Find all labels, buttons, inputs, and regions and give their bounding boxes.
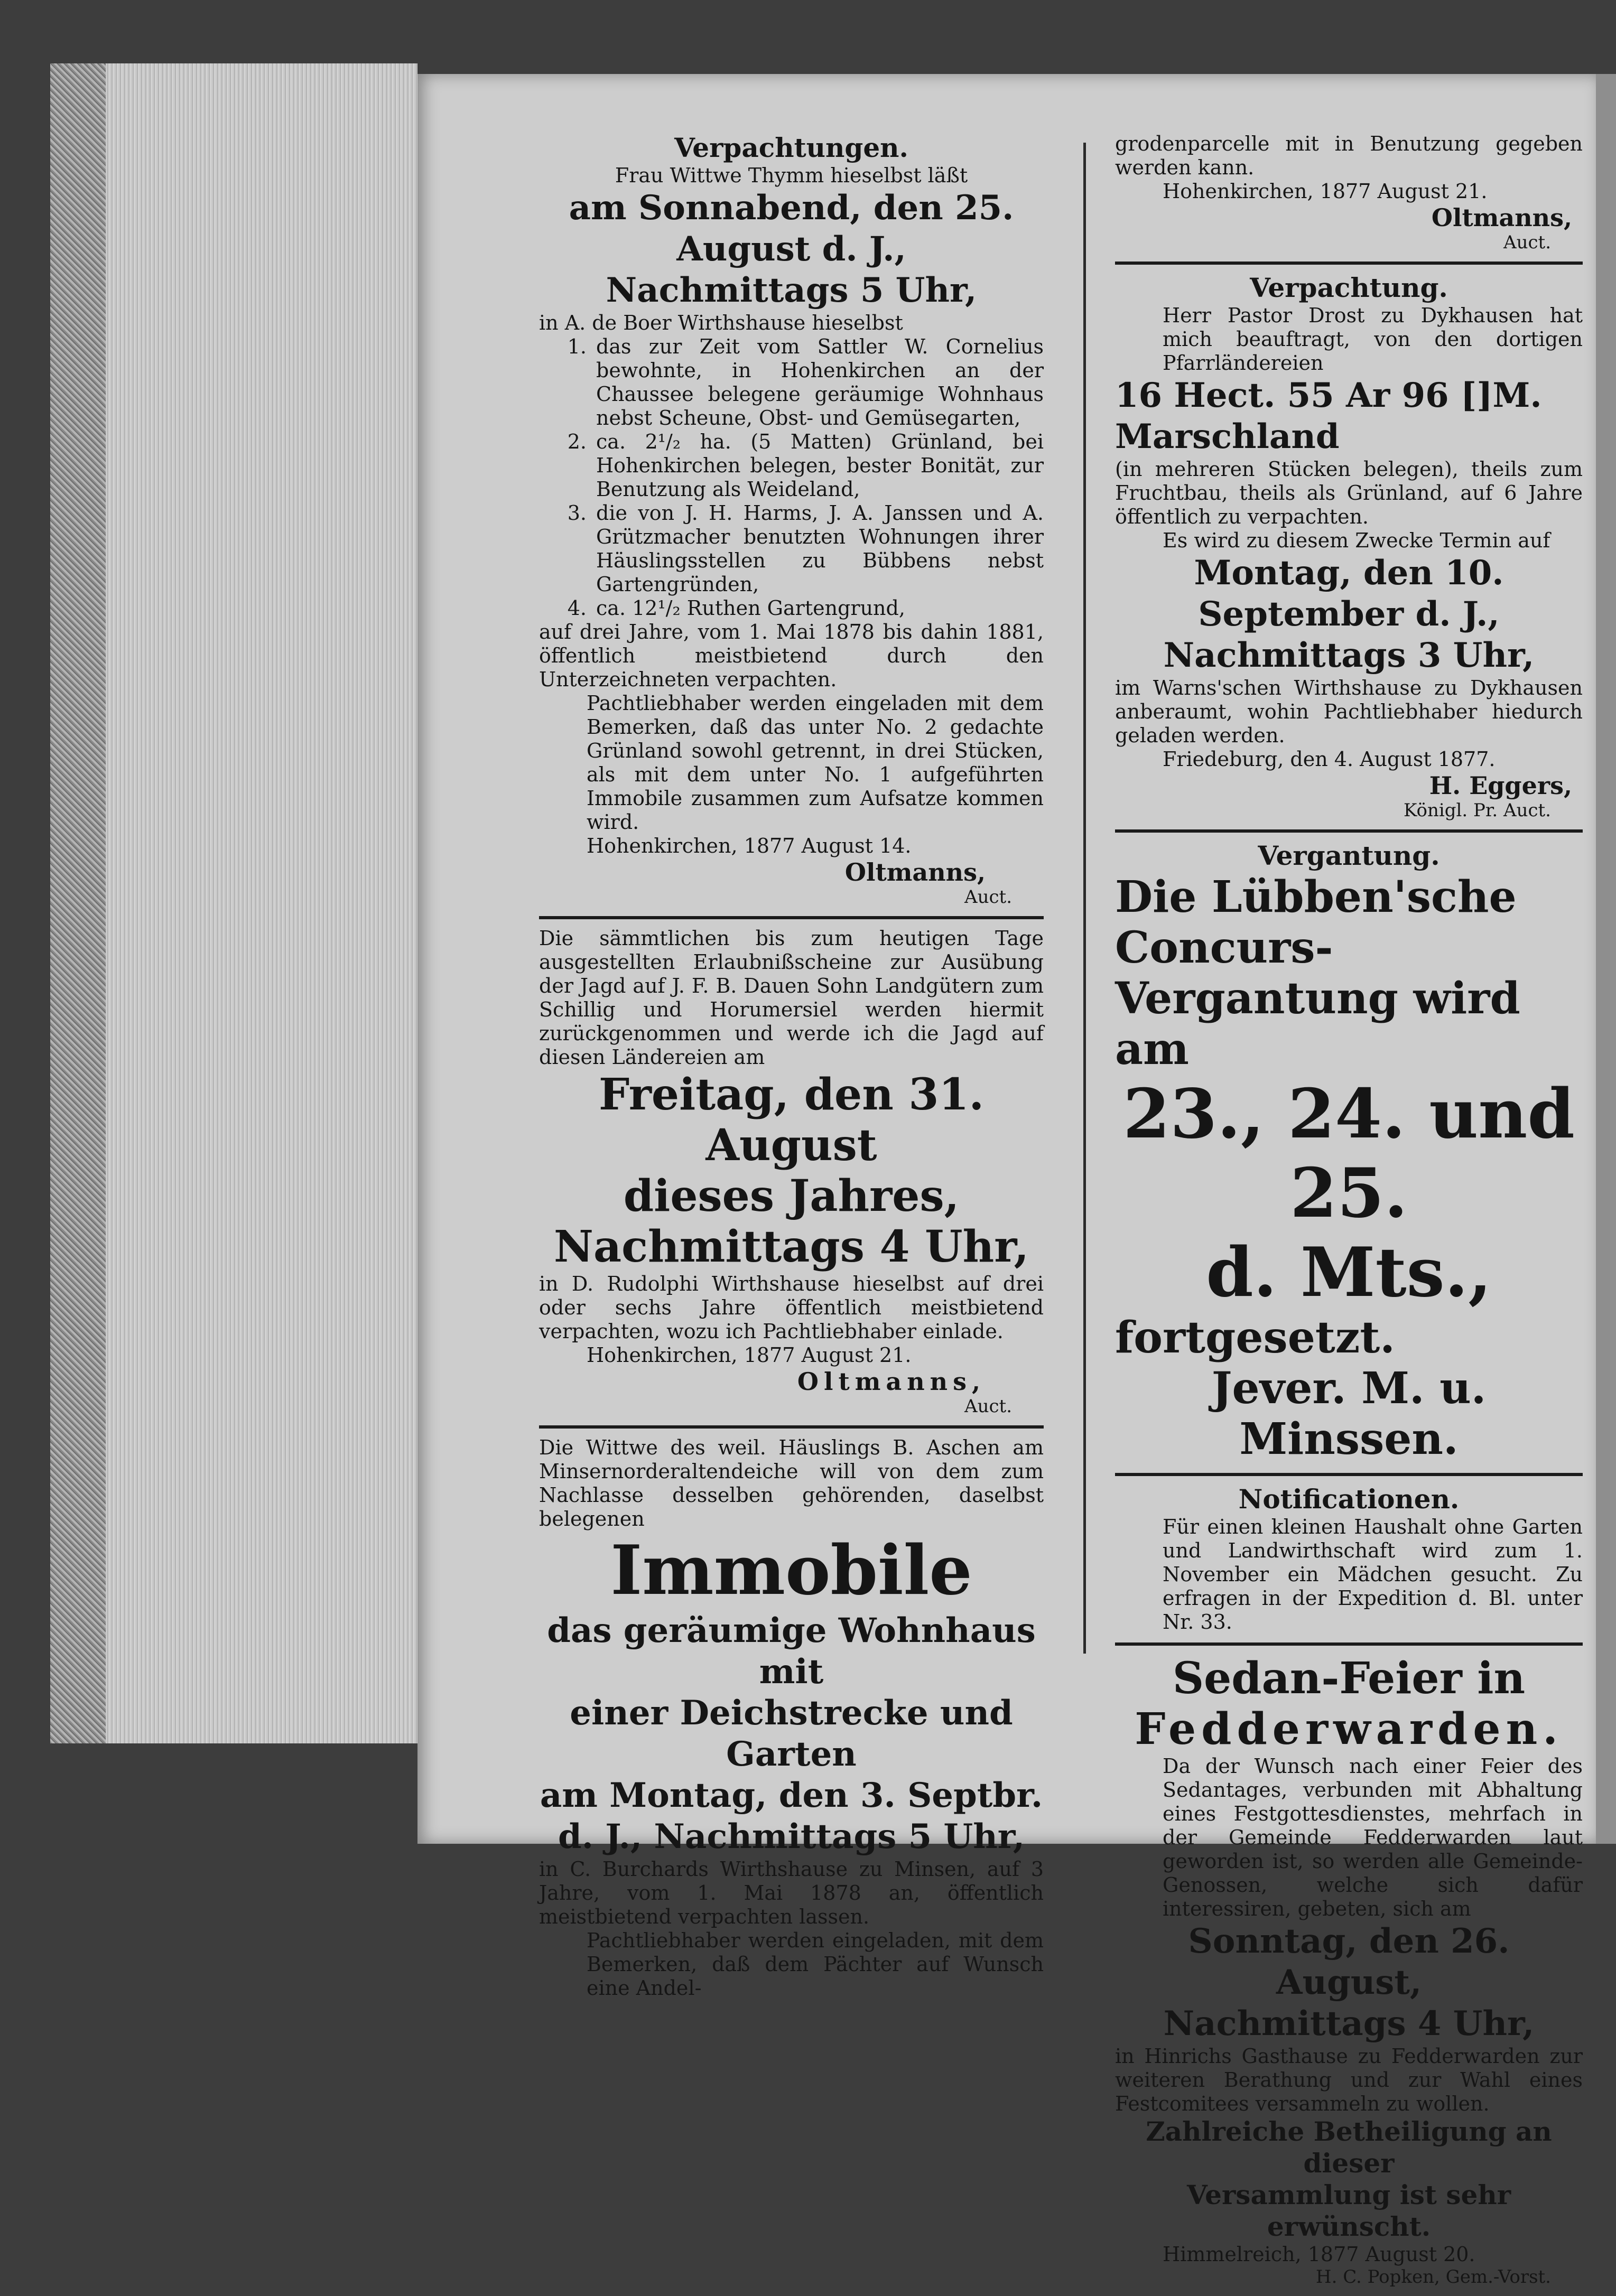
ad-separator [1115,262,1583,265]
ad-body: Die sämmtlichen bis zum heutigen Tage ausgestellten Erlaubnißscheine zur Ausübung der Jagd auf J. F. B. Dauen Sohn Landgütern zum Schillig und Horumersiel werden hiermit zurückgenommen und werde ich die Jagd auf diesen Ländereien am [539,927,1044,1069]
ad-line-6: Jever. M. u. Minssen. [1211,1363,1487,1464]
list-item-text: ca. 2¹/₂ ha. (5 Matten) Grünland, bei Hohenkirchen belegen, bester Bonität, zur Benutzung als Weideland, [596,430,1044,501]
ad-body-2: (in mehreren Stücken belegen), theils zum Fruchtbau, theils als Grünland, auf 6 Jahre öffentlich zu verpachten. [1115,458,1583,528]
ad-verpachtungen [539,132,1044,908]
ad-line-5: fortgesetzt. [1115,1312,1395,1363]
ad-place: in Hinrichs Gasthause zu Fedderwarden zur weiteren Berathung und zur Wahl eines Festcomitees versammeln zu wollen. [1115,2045,1583,2115]
ad-verpachtung [1115,272,1583,821]
ad-body: Herr Pastor Drost zu Dykhausen hat mich beauftragt, von den dortigen Pfarrländereien [1163,304,1583,375]
ad-signature: H. C. Popken, Gem.-Vorst. [1315,2266,1551,2288]
ad-year-line: dieses Jahres, [623,1171,960,1221]
ad-time-line: Nachmittags 5 Uhr, [606,270,977,310]
ad-continuation [1115,132,1583,253]
right-column [1115,132,1583,2296]
ad-intro: Die Wittwe des weil. Häuslings B. Aschen am Minsernorderaltendeiche will von dem zum Nachlasse desselben gehörenden, daselbst belegenen [539,1436,1044,1530]
ad-terms: auf drei Jahre, vom 1. Mai 1878 bis dahin 1881, öffentlich meistbietend durch den Unterzeichneten verpachten. [539,620,1044,691]
list-item-number: 3. [567,501,587,525]
ad-signature-title: Königl. Pr. Auct. [1404,800,1551,821]
ad-time-line: Nachmittags 4 Uhr, [1163,2004,1535,2043]
ad-big-word: Immobile [610,1531,972,1610]
ad-body: Für einen kleinen Haushalt ohne Garten und Landwirthschaft wird zum 1. November ein Mädchen gesucht. Zu erfragen in der Expedition d. Bl. unter Nr. 33. [1163,1515,1583,1634]
list-item [539,335,1044,430]
ad-sedan-feier [1115,1653,1583,2288]
newspaper-page [417,74,1596,2288]
ad-date-line: Freitag, den 31. August [598,1069,985,1171]
ad-signature-title: Auct. [1503,232,1551,253]
ad-place-date: Hohenkirchen, 1877 August 14. [587,834,912,857]
ad-terms: in D. Rudolphi Wirthshause hieselbst auf drei oder sechs Jahre öffentlich meistbietend verpachten, wozu ich Pachtliebhaber einlade. [539,1272,1044,1343]
ad-place-date: Hohenkirchen, 1877 August 21. [587,1343,912,1367]
list-item-number: 4. [567,596,587,620]
ad-big-line: 16 Hect. 55 Ar 96 []M. Marschland [1115,376,1542,456]
ad-note: Pachtliebhaber werden eingeladen mit dem Bemerken, daß das unter No. 2 gedachte Grünland sowohl getrennt, in drei Stücken, als mit dem unter No. 1 aufgeführten Immobile zusammen zum Aufsatze kommen wird. [587,692,1044,834]
ad-place-date: Himmelreich, 1877 August 20. [1163,2243,1475,2266]
ad-heading: Verpachtung. [1250,272,1448,303]
ad-line-1: das geräumige Wohnhaus mit [547,1611,1036,1692]
ad-vergantung [1115,840,1583,1464]
ad-line-4: d. J., Nachmittags 5 Uhr, [558,1817,1025,1856]
ad-separator [1115,1642,1583,1646]
page-stack [106,63,417,1743]
ad-title-2: Fedderwarden. [1135,1704,1563,1754]
ad-date-line: Sonntag, den 26. August, [1188,1921,1510,2002]
list-item-text: das zur Zeit vom Sattler W. Cornelius bewohnte, in Hohenkirchen an der Chaussee belegene geräumige Wohnhaus nebst Scheune, Obst- und Gemüsegarten, [596,335,1044,430]
ad-line-3: am Montag, den 3. Septbr. [540,1776,1043,1815]
ad-place-date: Hohenkirchen, 1877 August 21. [1163,180,1488,203]
ad-separator [1115,1473,1583,1476]
ad-intro: Frau Wittwe Thymm hieselbst läßt [615,164,968,187]
ad-time-line: Nachmittags 4 Uhr, [554,1221,1029,1272]
ad-heading: Verpachtungen. [674,132,908,163]
ad-line-2: Vergantung wird am [1115,973,1520,1075]
ad-date-line: Montag, den 10. September d. J., [1194,553,1504,634]
list-item-number: 2. [567,430,587,453]
ad-immobile [539,1436,1044,2000]
ad-date-line: am Sonnabend, den 25. August d. J., [569,188,1014,269]
list-item-text: die von J. H. Harms, J. A. Janssen und A. Grützmacher benutzten Wohnungen ihrer Häuslingsstellen zu Bübbens nebst Gartengründen, [596,501,1044,596]
ad-month: d. Mts., [1206,1233,1492,1312]
ad-line-2: einer Deichstrecke und Garten [570,1693,1013,1774]
next-page-edge [1596,74,1616,1844]
ad-signature: Oltmanns, [1431,203,1572,232]
ad-text: grodenparcelle mit in Benutzung gegeben werden kann. [1115,132,1583,179]
left-column [539,132,1044,2009]
ad-heading: Notificationen. [1238,1483,1460,1515]
list-item-number: 1. [567,335,587,358]
ad-separator [539,1425,1044,1429]
ad-notificationen [1115,1483,1583,1634]
list-item-text: ca. 12¹/₂ Ruthen Gartengrund, [596,596,905,620]
list-item [539,501,1044,596]
column-divider [1083,143,1086,1654]
ad-signature: H. Eggers, [1429,771,1572,800]
ad-separator [539,916,1044,919]
ad-appeal-1: Zahlreiche Betheiligung an dieser [1146,2116,1552,2179]
ad-jagd [539,927,1044,1417]
ad-terms: in C. Burchards Wirthshause zu Minsen, auf 3 Jahre, vom 1. Mai 1878 an, öffentlich meistbietend verpachten lassen. [539,1858,1044,1928]
ad-separator [1115,829,1583,833]
ad-place-line: in A. de Boer Wirthshause hieselbst [539,311,903,334]
ad-place-date: Friedeburg, den 4. August 1877. [1163,748,1496,771]
ad-title-1: Sedan-Feier in [1172,1653,1526,1704]
ad-signature: Oltmanns, [844,858,986,886]
ad-note: Pachtliebhaber werden eingeladen, mit dem Bemerken, daß dem Pächter auf Wunsch eine Andel- [587,1929,1044,2000]
list-item [539,430,1044,501]
ad-signature-title: Auct. [964,886,1012,908]
ad-line-1: Die Lübben'sche Concurs- [1115,872,1517,973]
list-item [539,596,1044,620]
ad-dates: 23., 24. und 25. [1123,1075,1575,1233]
ad-signature-title: Auct. [964,1396,1012,1417]
ad-time-line: Nachmittags 3 Uhr, [1163,636,1535,675]
ad-signature: Oltmanns, [797,1367,986,1396]
ad-place: im Warns'schen Wirthshause zu Dykhausen anberaumt, wohin Pachtliebhaber hiedurch geladen werden. [1115,676,1583,747]
ad-appeal-2: Versammlung ist sehr erwünscht. [1186,2179,1511,2242]
ad-heading: Vergantung. [1258,840,1440,871]
ad-body: Da der Wunsch nach einer Feier des Sedantages, verbunden mit Abhaltung eines Festgottesdienstes, mehrfach in der Gemeinde Fedderwarden laut geworden ist, so werden alle Gemeinde-Genossen, welche sich dafür interessiren, gebeten, sich am [1163,1754,1583,1920]
ad-term-line: Es wird zu diesem Zwecke Termin auf [1163,529,1550,552]
